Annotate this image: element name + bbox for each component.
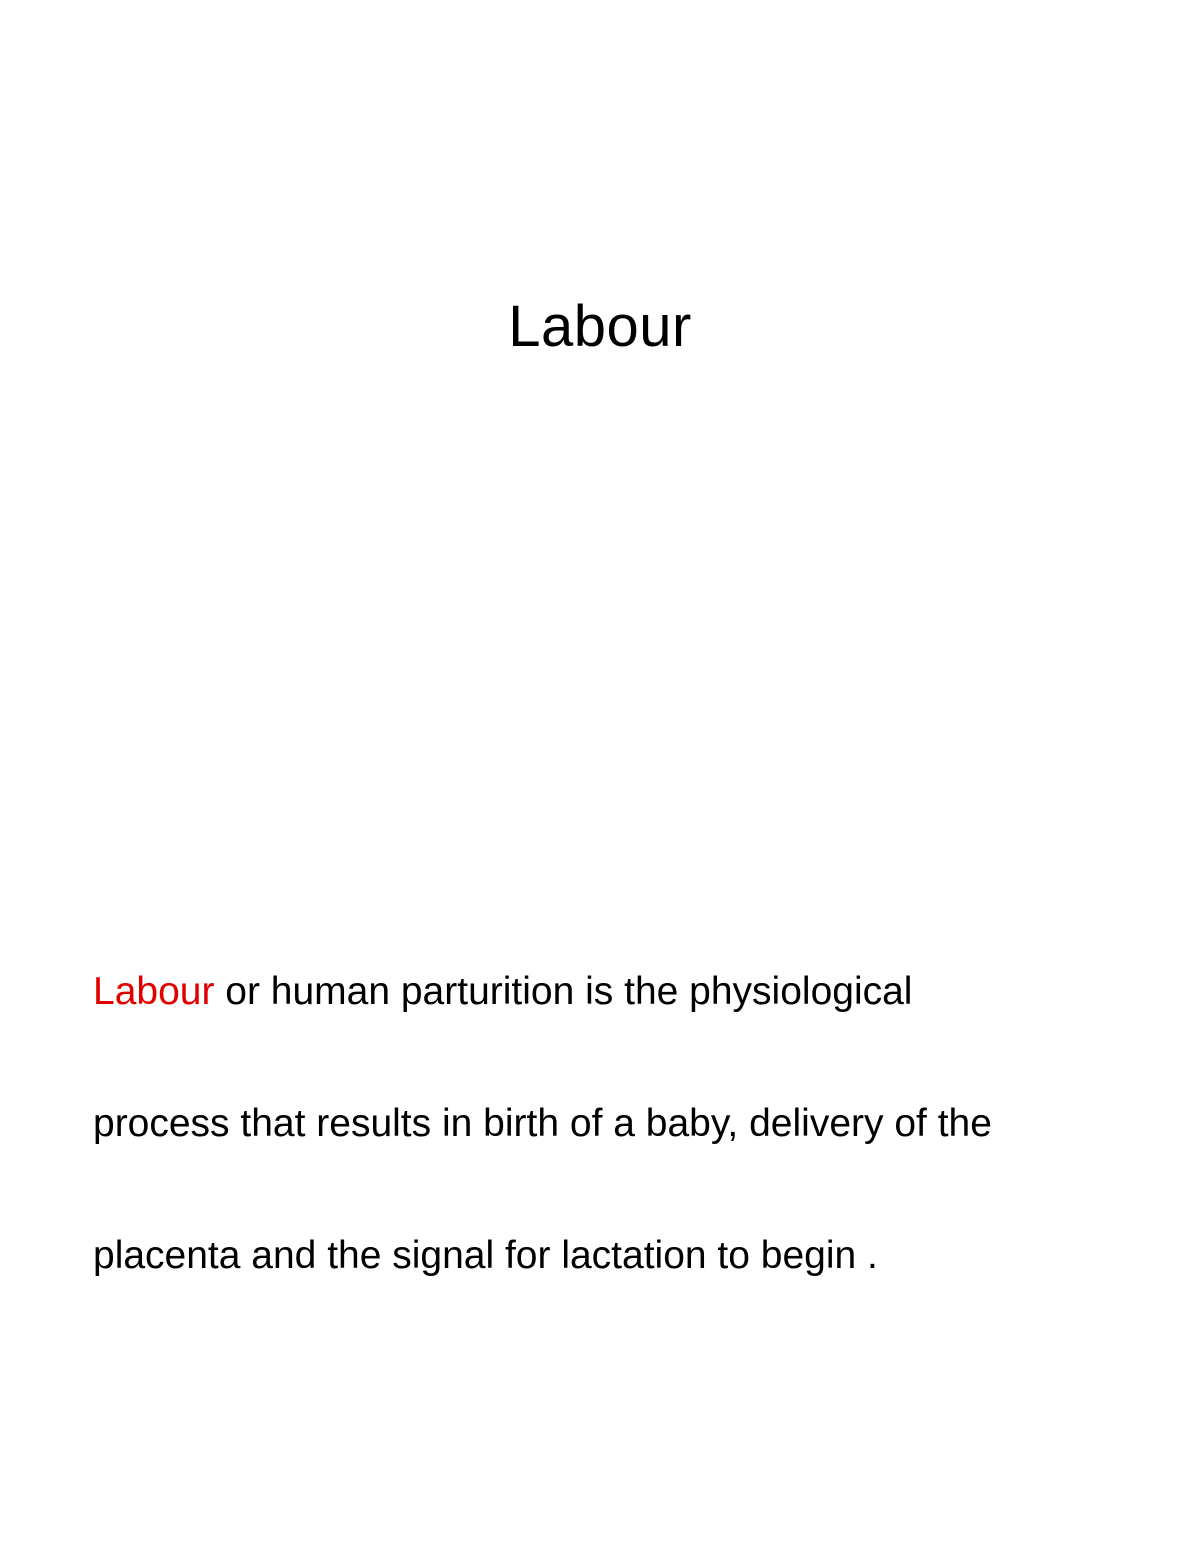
- paragraph-line-2: process that results in birth of a baby, delivery of the: [93, 1102, 992, 1145]
- paragraph-line-1-text: or human parturition is the physiological: [214, 970, 913, 1013]
- highlighted-term: Labour: [93, 970, 215, 1013]
- page-title: Labour: [508, 294, 692, 359]
- paragraph-line-1: [93, 968, 912, 1016]
- paragraph-line-3: placenta and the signal for lactation to begin .: [93, 1234, 878, 1277]
